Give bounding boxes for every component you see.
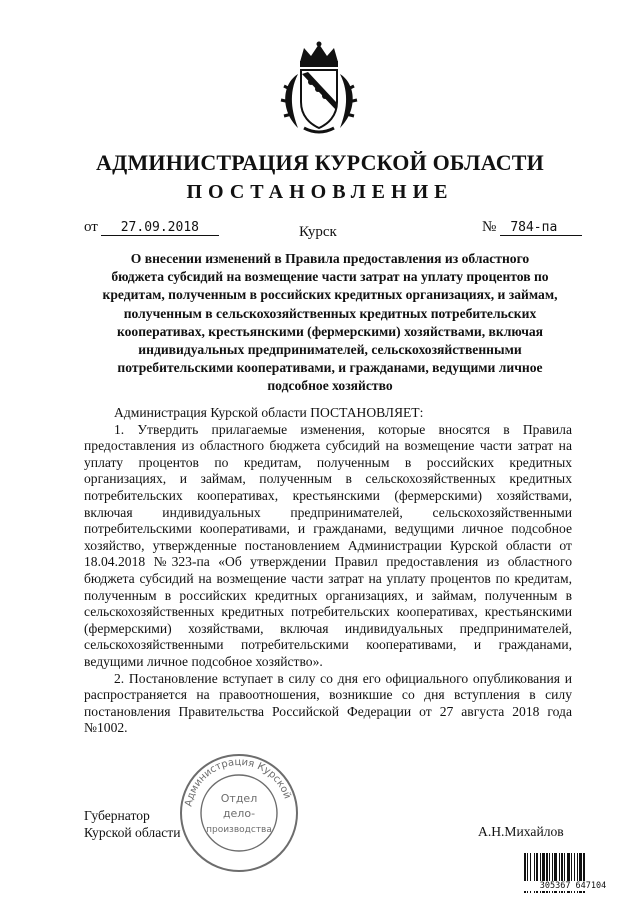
barcode-number: 305367 647104 xyxy=(521,881,625,891)
stamp-line: Отдел xyxy=(220,792,258,805)
date-value: 27.09.2018 xyxy=(101,220,219,236)
coat-of-arms-emblem xyxy=(278,40,360,136)
date-label: от xyxy=(84,219,98,235)
title-line: кредитам, полученным в российских кредитных организациях, и займам, xyxy=(102,287,558,303)
office-stamp xyxy=(178,752,300,874)
signatory-position xyxy=(84,808,181,841)
title-line: полученным в сельскохозяйственных кредитных потребительских xyxy=(123,305,537,321)
organization-heading: АДМИНИСТРАЦИЯ КУРСКОЙ ОБЛАСТИ xyxy=(96,150,544,175)
date-field xyxy=(84,219,219,236)
title-line: О внесении изменений в Правила предоставления из областного xyxy=(130,251,530,266)
city-label: Курск xyxy=(299,224,337,240)
document-body xyxy=(84,405,572,737)
position-line: Курской области xyxy=(84,824,181,840)
title-line: бюджета субсидий на возмещение части затрат на уплату процентов по xyxy=(111,269,549,285)
point-1-paragraph: 1. Утвердить прилагаемые изменения, которые вносятся в Правила предоставления из областного бюджета субсидий на возмещение части затрат на уплату процентов по кредитам, полученным в российских кредитных организациях, и займам, полученным в сельскохозяйственных кредитных потребительских кооперативах, крестьянскими (фермерскими) хозяйствами, включая индивидуальных предпринимателей, сельскохозяйственными потребительскими кооперативами, и гражданами, ведущими личное подсобное хозяйство, утвержденные постановлением Администрации Курской области от 18.04.2018 №323-па «Об утверждении Правил предоставления из областного бюджета субсидий на возмещение части затрат на уплату процентов по кредитам, полученным в российских кредитных организациях, и займам, полученным в сельскохозяйственных кредитных потребительских кооперативах, крестьянскими (фермерскими) хозяйствами, включая индивидуальных предпринимателей, сельскохозяйственными потребительскими кооперативами, и гражданами, ведущими личное подсобное хозяйство». xyxy=(84,421,572,669)
stamp-line: производства xyxy=(206,825,272,835)
number-value: 784-па xyxy=(500,220,582,236)
stamp-ring-text: Администрация Курской xyxy=(183,756,293,808)
title-line: подсобное хозяйство xyxy=(267,378,393,394)
signatory-name: А.Н.Михайлов xyxy=(478,824,564,839)
document-title xyxy=(80,250,580,396)
number-label: № xyxy=(482,219,497,235)
point-2-paragraph: 2. Постановление вступает в силу со дня его официального опубликования и распространяется на правоотношения, возникшие со дня вступления в силу постановления Правительства Российской Федерации от 27 августа 2018 года №1002. xyxy=(84,670,572,736)
title-line: потребительскими кооперативами, и гражданами, ведущими личное xyxy=(117,360,543,376)
stamp-line: дело- xyxy=(222,807,256,820)
title-line: индивидуальных предпринимателей, сельскохозяйственными xyxy=(138,342,522,358)
intro-paragraph: Администрация Курской области ПОСТАНОВЛЯЕТ: xyxy=(114,405,424,420)
position-line: Губернатор xyxy=(84,808,150,823)
document-type-heading: ПОСТАНОВЛЕНИЕ xyxy=(186,181,454,203)
number-field xyxy=(482,219,582,236)
title-line: кооперативах, крестьянскими (фермерскими) хозяйствами, включая xyxy=(116,323,544,339)
